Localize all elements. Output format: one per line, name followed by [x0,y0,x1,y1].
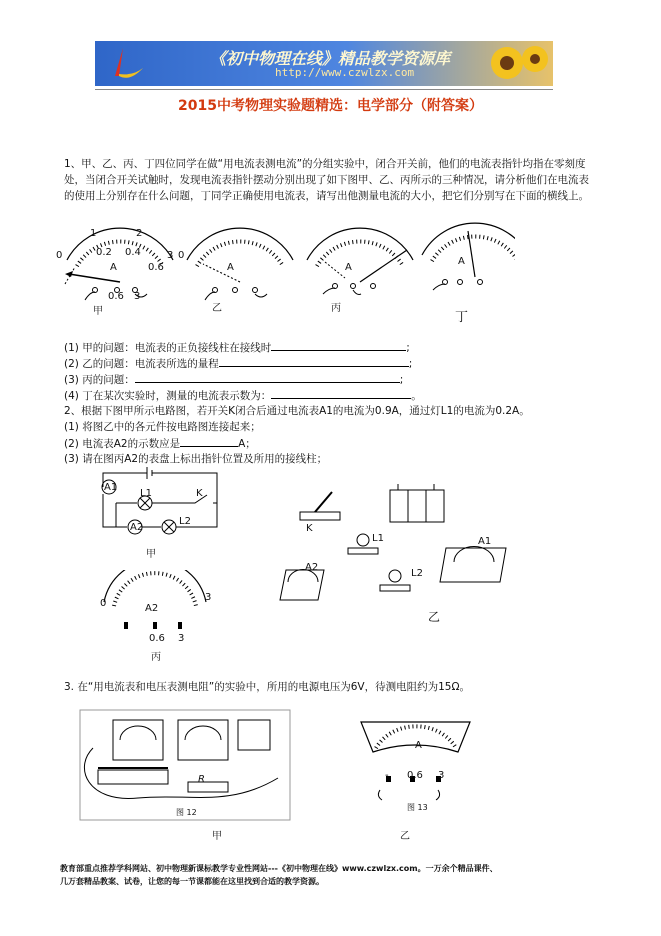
scale-06-jia: 0.6 [148,262,164,273]
circuit-diagram-jia [95,465,230,545]
terminal-06-fig13: 0.6 [407,770,423,781]
scale-02-jia: 0.2 [96,247,112,258]
scale-unit-bing: A [345,262,352,273]
label-A1-yi: A1 [478,536,492,547]
ammeter-figures-q1 [55,222,515,337]
fig12-caption: 图 12 [176,808,197,817]
label-jia-q2: 甲 [146,549,156,560]
q2-item-2: (2) 电流表A2的示数应是 A； [64,435,256,452]
label-A2-bing: A2 [145,603,159,614]
label-K-yi: K [306,523,313,534]
scale-two-jia: 2 [136,228,143,239]
meter-label-ding: 丁 [455,310,469,325]
meter-label-jia: 甲 [93,306,103,317]
question-3-text: 3. 在“用电流表和电压表测电阻”的实验中，所用的电源电压为6V，待测电阻约为15Ω。 [64,681,470,693]
scale-three-bing: 3 [205,592,212,603]
document-title: 2015中考物理实验题精选：电学部分（附答案） [178,98,483,114]
label-R: R [198,774,205,785]
terminal-3-bing: 3 [178,633,185,644]
header-banner [95,41,553,86]
scale-one-jia: 1 [90,228,97,239]
answer-blank[interactable] [271,339,406,351]
site-logo-icon [105,46,145,81]
label-L1-yi: L1 [372,533,384,544]
terminal-06-bing: 0.6 [149,633,165,644]
scale-unit-yi: A [227,262,234,273]
label-A2-yi: A2 [305,562,319,573]
label-A2: A2 [130,522,144,533]
meter-label-bing: 丙 [331,303,341,314]
scale-zero-yi: 0 [178,250,185,261]
scale-zero-bing: 0 [100,598,107,609]
terminal-3-jia: 3 [134,291,141,302]
answer-blank[interactable] [271,387,411,399]
scale-zero-jia: 0 [56,250,63,261]
header-rule [95,89,553,90]
meter-label-yi: 乙 [212,303,222,314]
sunflower-icon [487,43,549,83]
scale-04-jia: 0.4 [125,247,141,258]
ammeter-bing [307,228,413,282]
footer-line-2: 几万套精品教案、试卷，让您的每一节课都能在这里找到合适的教学资源。 [60,877,324,886]
footer-line-1: 教育部重点推荐学科网站、初中物理新课标教学专业性网站---《初中物理在线》www.czwlzx.com。一万余个精品课件、 [60,864,498,873]
footer [60,862,620,888]
label-yi-q2: 乙 [428,610,441,624]
q1-item-4: (4) 丁在某次实验时，测量的电流表示数为： 。 [64,387,422,404]
label-A1: A1 [104,482,118,493]
label-L2-yi: L2 [411,568,423,579]
question-2-text: 2、根据下图甲所示电路图，若开关K闭合后通过电流表A1的电流为0.9A，通过灯L1的电流为0.2A。 [64,405,530,417]
scale-unit-fig13: A [415,740,422,751]
terminal-minus-fig13: - [385,770,389,781]
question-1-text: 1、甲、乙、丙、丁四位同学在做“用电流表测电流”的分组实验中，闭合开关前，他们的电流表指针均指在零刻度处，当闭合开关试触时，发现电流表指针摆动分别出现了如下图甲、乙、丙所示的三种情况，请分析他们在电流表的使用上分别存在什么问题，丁同学正确使用电流表，请写出他测量电流的大小，把它们分别写在下面的横线上。 [64,158,589,202]
scale-three-jia: 3 [167,250,174,261]
q2-item-1: (1) 将图乙中的各元件按电路图连接起来； [64,421,261,433]
q2-item-3: (3) 请在图丙A2的表盘上标出指针位置及所用的接线柱； [64,453,328,465]
ammeter-ding [422,223,515,277]
ammeter-jia [65,228,173,284]
q1-item-1: (1) 甲的问题：电流表的正负接线柱在接线时 ; [64,339,410,356]
circuit-photo-fig12 [78,708,293,823]
answer-blank[interactable] [180,435,238,447]
terminal-06-jia: 0.6 [108,291,124,302]
ammeter-yi [187,228,293,282]
answer-blank[interactable] [219,355,409,367]
scale-unit-ding: A [458,256,465,267]
q1-item-3: (3) 丙的问题： ; [64,371,403,388]
label-jia-q3: 甲 [212,831,222,842]
ammeter-fig13 [358,710,473,810]
label-K: K [196,488,203,499]
label-bing-q2: 丙 [151,652,161,663]
answer-blank[interactable] [135,371,400,383]
banner-title: 《初中物理在线》精品教学资源库 [210,49,451,68]
label-L1: L1 [140,488,152,499]
q1-item-2: (2) 乙的问题：电流表所选的量程 ; [64,355,412,372]
label-yi-q3: 乙 [400,831,410,842]
terminal-3-fig13: 3 [438,770,445,781]
scale-unit-jia: A [110,262,117,273]
label-L2: L2 [179,516,191,527]
fig13-caption: 图 13 [407,803,428,812]
banner-url: http://www.czwlzx.com [275,66,415,79]
